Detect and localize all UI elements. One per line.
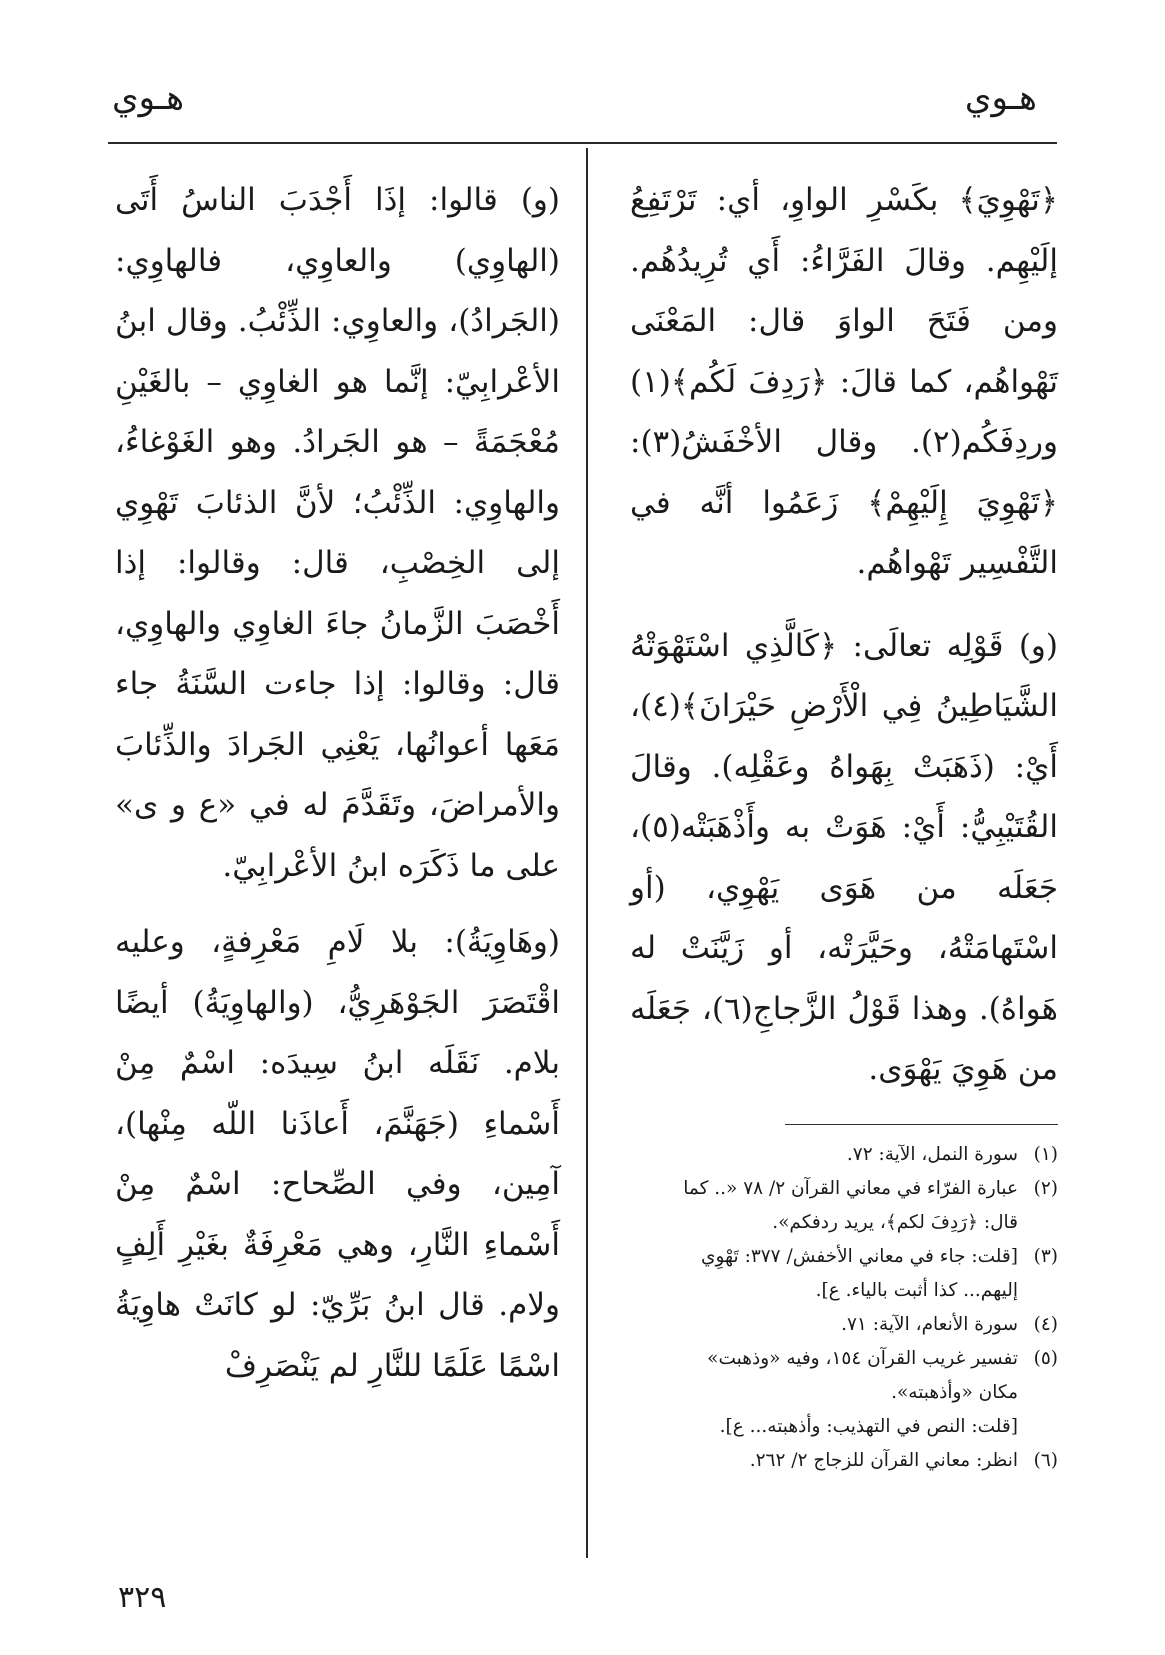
left-column bbox=[115, 170, 560, 1396]
footnote bbox=[630, 1138, 1058, 1172]
footnote bbox=[630, 1172, 1058, 1240]
footnote-text: انظر: معاني القرآن للزجاج ٢/ ٢٦٢. bbox=[749, 1450, 1018, 1471]
footnote-number: (٤) bbox=[1033, 1314, 1058, 1335]
footnote-number: (٢) bbox=[1033, 1178, 1058, 1199]
footnote-text: عبارة الفرّاء في معاني القرآن ٢/ ٧٨ «.. كما bbox=[683, 1178, 1018, 1199]
body-paragraph: (و) قالوا: إذَا أَجْدَبَ الناسُ أَتَى (الهاوِي) والعاوِي، فالهاوِي: (الجَرادُ)، والعاوِي: الذِّئْبُ. وقال ابنُ الأعْرابِيّ: إنَّما هو الغاوِي – بالغَيْنِ مُعْجَمَةً – هو الجَرادُ. وهو الغَوْغاءُ، والهاوِي: الذِّئْبُ؛ لأنَّ الذئابَ تَهْوِي إلى الخِصْبِ، قال: وقالوا: إذا أَخْصَبَ الزَّمانُ جاءَ الغاوِي والهاوِي، قال: وقالوا: إذا جاءت السَّنَةُ جاء مَعَها أعوانُها، يَعْنِي الجَرادَ والذِّئابَ والأمراضَ، وتَقَدَّمَ له في «ع و ى» على ما ذَكَرَه ابنُ الأعْرابِيّ. bbox=[115, 182, 560, 884]
running-header-left: هـوي bbox=[112, 78, 185, 118]
footnote-text: سورة النمل، الآية: ٧٢. bbox=[846, 1144, 1018, 1165]
footnote-continuation: مكان «وأذهبته». bbox=[891, 1382, 1018, 1403]
footnote bbox=[630, 1342, 1058, 1410]
footnote-continuation: قال: ﴿رَدِفَ لكم﴾، يريد ردفكم». bbox=[772, 1212, 1018, 1233]
right-column bbox=[630, 170, 1058, 1100]
footnote-number: (٣) bbox=[1033, 1246, 1058, 1267]
footnote-rule bbox=[785, 1124, 1058, 1125]
footnote-text: [قلت: جاء في معاني الأخفش/ ٣٧٧: تَهْوِي bbox=[700, 1246, 1018, 1267]
footnote bbox=[630, 1444, 1058, 1478]
footnote-text: [قلت: النص في التهذيب: وأذهبته... ع]. bbox=[719, 1416, 1018, 1437]
body-paragraph: (و) قَوْلِه تعالَى: ﴿كَالَّذِي اسْتَهْوَتْهُ الشَّيَاطِينُ فِي الْأَرْضِ حَيْرَانَ﴾(٤)، أَيْ: (ذَهَبَتْ بِهَواهُ وعَقْلِه). وقالَ القُتَيْبِيُّ: أَيْ: هَوَتْ به وأَذْهَبَتْه(٥)، جَعَلَه من هَوَى يَهْوِي، (أو اسْتَهامَتْهُ، وحَيَّرَتْه، أو زَيَّنَتْ له هَواهُ). وهذا قَوْلُ الزَّجاجِ(٦)، جَعَلَه من هَوِيَ يَهْوَى. bbox=[630, 627, 1058, 1087]
body-paragraph: (وهَاوِيَةُ): بلا لَامِ مَعْرِفةٍ، وعليه اقْتَصَرَ الجَوْهَرِيُّ، (والهاوِيَةُ) أيضًا بلام. نَقَلَه ابنُ سِيدَه: اسْمٌ مِنْ أَسْماءِ (جَهَنَّمَ، أَعاذَنا اللّه مِنْها)، آمِين، وفي الصِّحاح: اسْمٌ مِنْ أَسْماءِ النَّارِ، وهي مَعْرِفَةٌ بغَيْرِ أَلِفٍ ولام. قال ابنُ بَرِّيّ: لو كانَتْ هاوِيَةُ اسْمًا عَلَمًا للنَّارِ لم يَنْصَرِفْ bbox=[115, 924, 560, 1384]
footnote bbox=[630, 1308, 1058, 1342]
footnote-text: سورة الأنعام، الآية: ٧١. bbox=[841, 1314, 1018, 1335]
footnote bbox=[630, 1240, 1058, 1308]
column-divider bbox=[586, 148, 588, 1558]
footnote-number: (٦) bbox=[1033, 1450, 1058, 1471]
footnote bbox=[630, 1410, 1058, 1444]
footnote-text: تفسير غريب القرآن ١٥٤، وفيه «وذهبت» bbox=[707, 1348, 1018, 1369]
footnote-number: (١) bbox=[1033, 1144, 1058, 1165]
body-paragraph: ﴿تَهْوِيَ﴾ بكَسْرِ الواوِ، أي: تَرْتَفِعُ إلَيْهِم. وقالَ الفَرَّاءُ: أَي تُرِيدُهُم. ومن فَتَحَ الواوَ قال: المَعْنَى تَهْواهُم، كما قالَ: ﴿رَدِفَ لَكُم﴾(١) وردِفَكُم(٢). وقال الأخْفَشُ(٣): ﴿تَهْوِيَ إِلَيْهِمْ﴾ زَعَمُوا أنَّه في التَّفْسِير تَهْواهُم. bbox=[630, 182, 1058, 581]
running-header-right: هـوي bbox=[964, 78, 1037, 118]
footnote-number: (٥) bbox=[1033, 1348, 1058, 1369]
header-rule bbox=[108, 142, 1057, 144]
footnote-continuation: إليهم... كذا أثبت بالياء. ع]. bbox=[815, 1280, 1018, 1301]
page-number: ٣٢٩ bbox=[118, 1580, 167, 1615]
footnotes bbox=[630, 1138, 1058, 1478]
